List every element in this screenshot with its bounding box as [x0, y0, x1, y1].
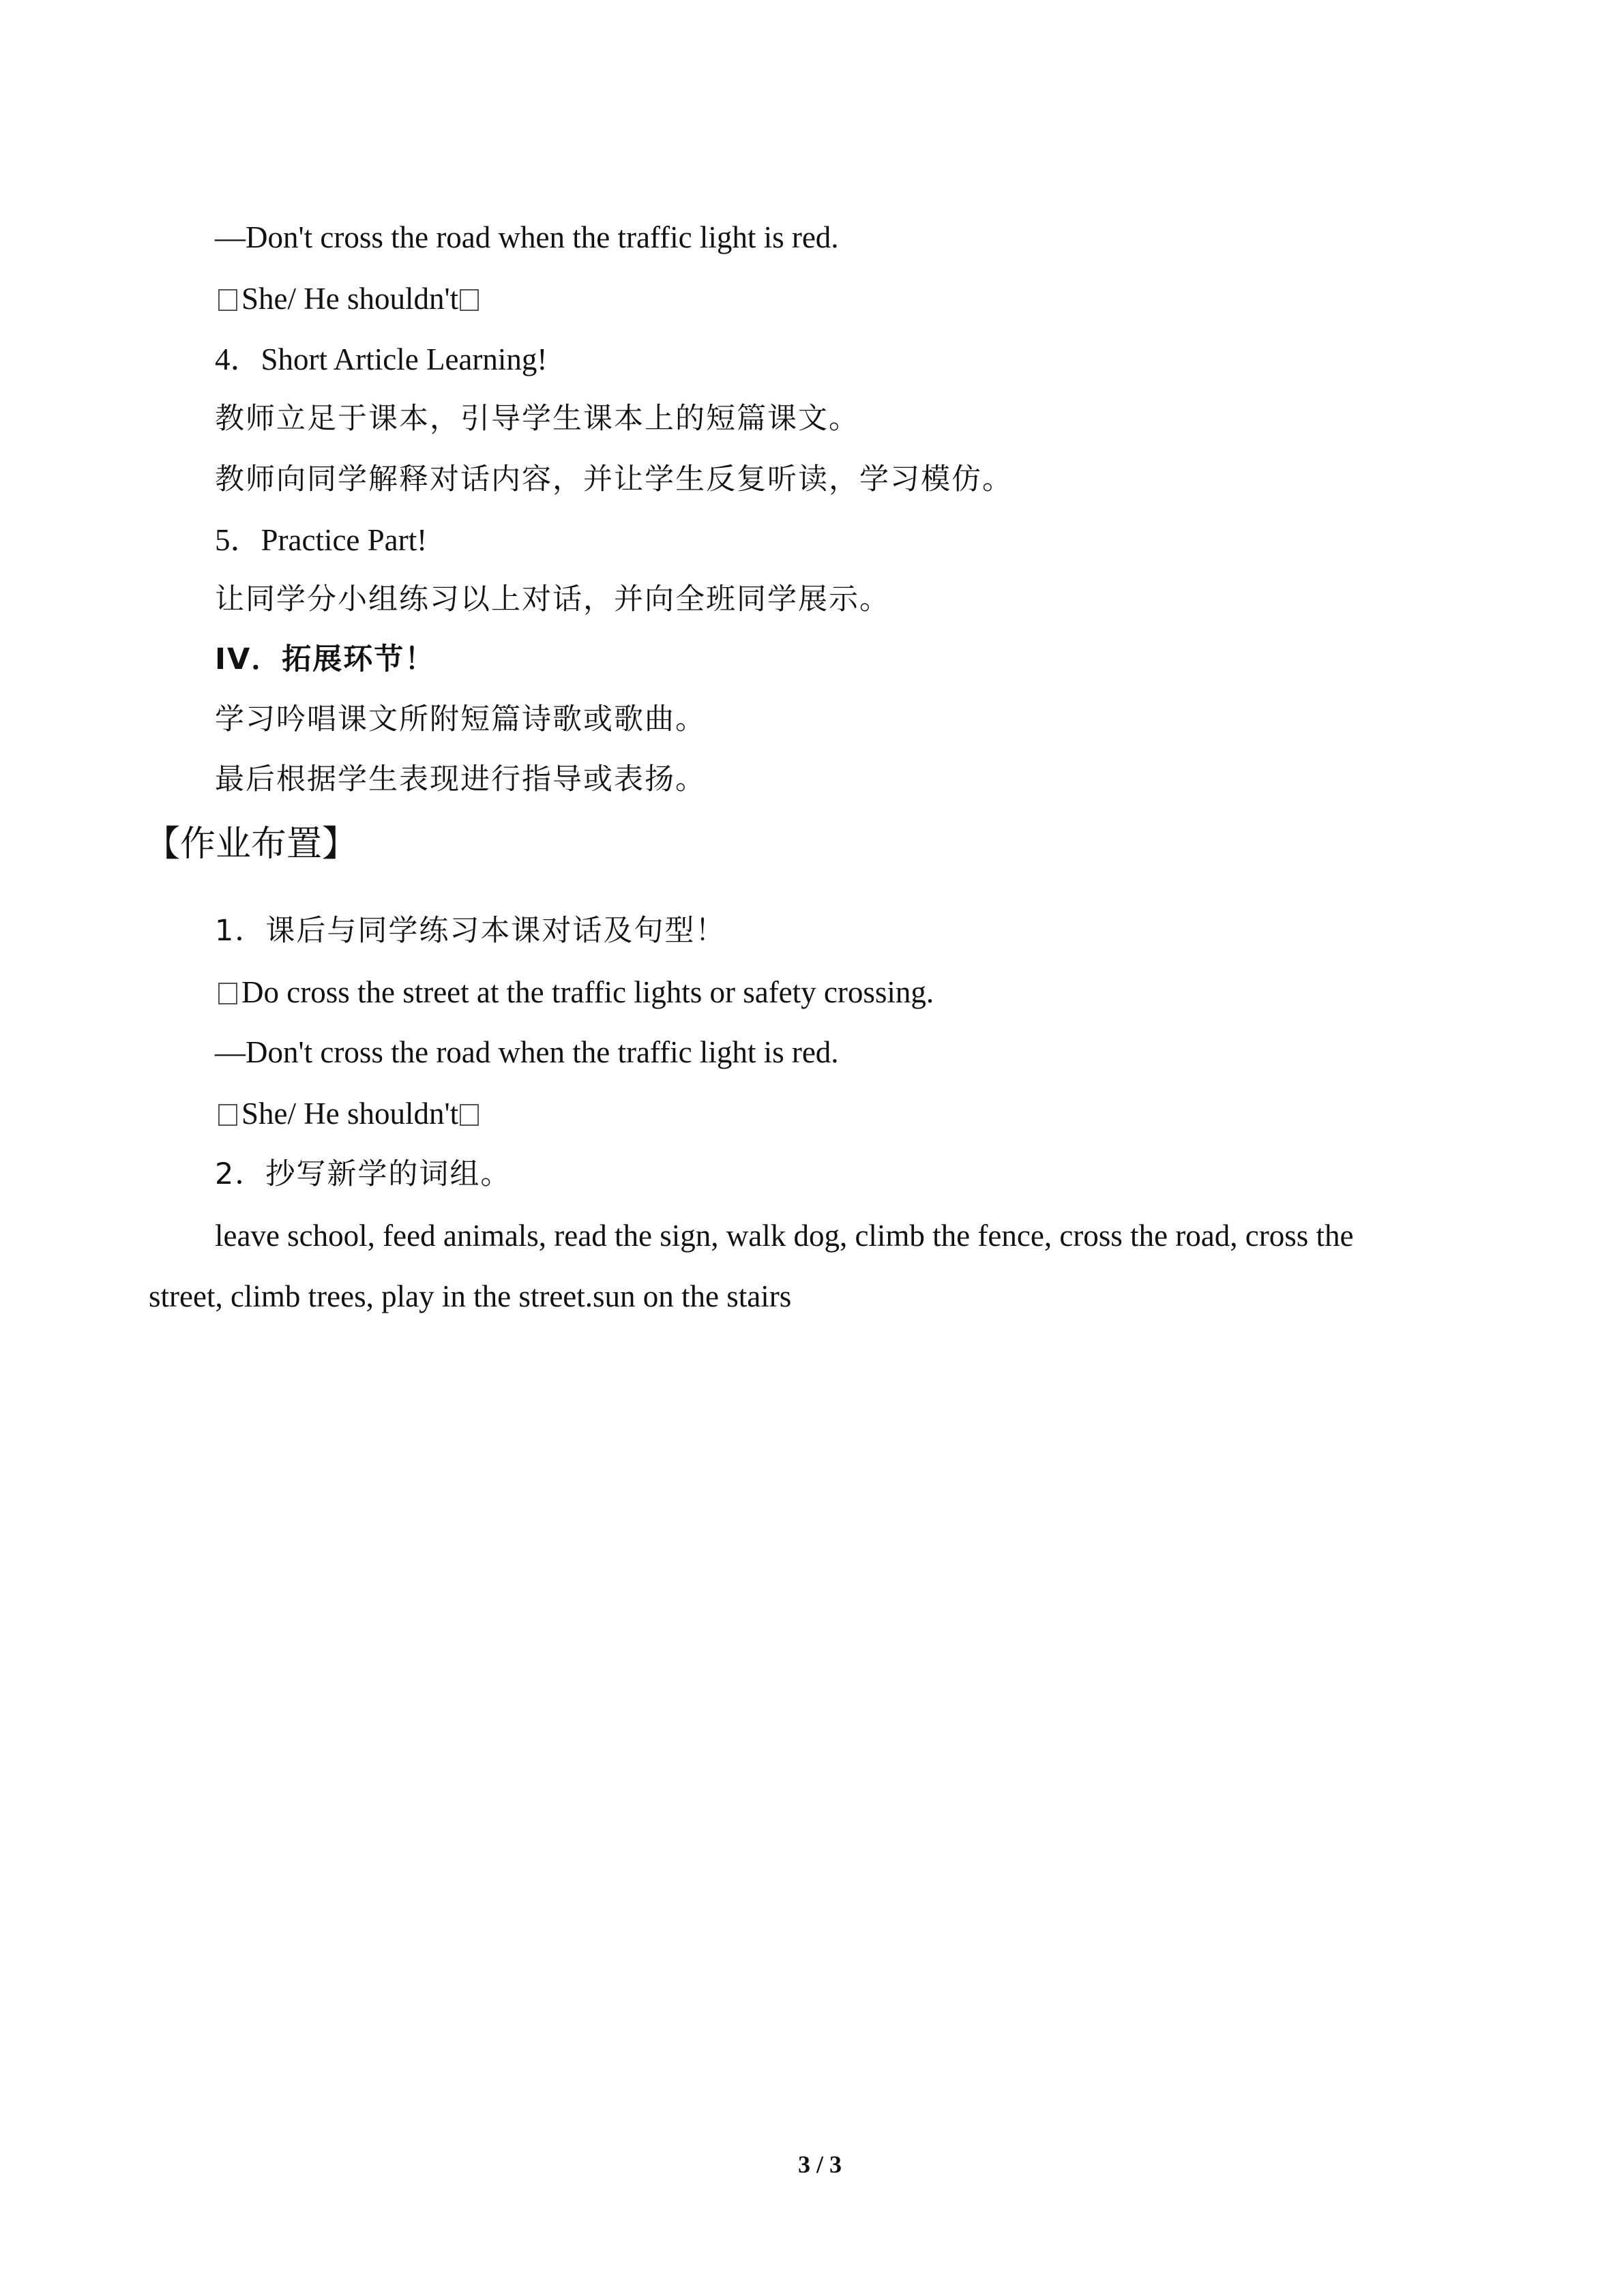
section-iv-text-2: 最后根据学生表现进行指导或表扬。: [215, 762, 706, 796]
placeholder-box-icon: [218, 289, 237, 311]
homework-line-dont-cross: —Don't cross the road when the traffic light is red.: [215, 1035, 839, 1069]
placeholder-box-icon: [460, 289, 479, 311]
word-list-line-1: leave school, feed animals, read the sign, walk dog, climb the fence, cross the road, cross the: [215, 1219, 1354, 1253]
homework-item-1: 1．课后与同学练习本课对话及句型！: [215, 914, 726, 948]
dialogue-line-dont-cross: —Don't cross the road when the traffic light is red.: [215, 220, 839, 254]
dialogue-line-text: She/ He shouldn't: [241, 282, 459, 316]
homework-line-she-he-shouldnt: [217, 1093, 483, 1134]
homework-line-text: She/ He shouldn't: [241, 1097, 459, 1131]
homework-line-text: Do cross the street at the traffic lights or safety crossing.: [241, 975, 934, 1009]
homework-item-2: 2．抄写新学的词组。: [215, 1157, 512, 1191]
step-5-text: 让同学分小组练习以上对话，并向全班同学展示。: [215, 582, 890, 616]
homework-heading: 【作业布置】: [145, 824, 358, 865]
page-number: 3 / 3: [798, 2151, 842, 2178]
placeholder-box-icon: [218, 983, 237, 1004]
placeholder-box-icon: [460, 1104, 479, 1126]
homework-line-do-cross: [217, 972, 934, 1013]
dialogue-line-she-he-shouldnt: [217, 278, 483, 319]
step-4-text-1: 教师立足于课本，引导学生课本上的短篇课文。: [215, 402, 859, 436]
placeholder-box-icon: [218, 1104, 237, 1126]
step-4-text-2: 教师向同学解释对话内容，并让学生反复听读，学习模仿。: [215, 462, 1013, 496]
section-iv-heading: IV．拓展环节！: [215, 642, 436, 676]
step-4-heading: 4．Short Article Learning!: [215, 342, 548, 376]
section-iv-text-1: 学习吟唱课文所附短篇诗歌或歌曲。: [215, 702, 706, 736]
word-list-line-2: street, climb trees, play in the street.sun on the stairs: [149, 1279, 792, 1313]
step-5-heading: 5．Practice Part!: [215, 523, 428, 557]
